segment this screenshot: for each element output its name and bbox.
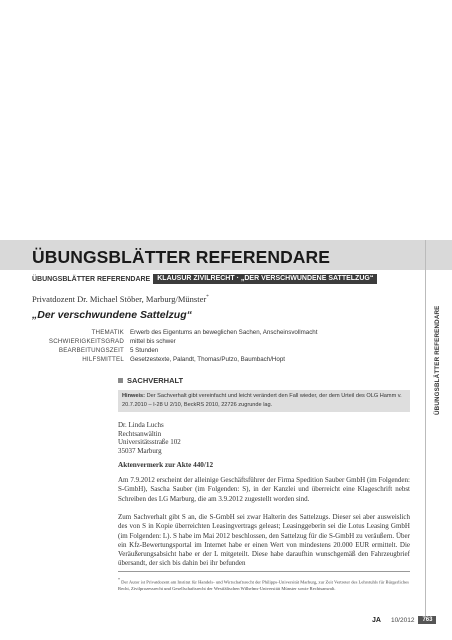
meta-row bbox=[32, 328, 342, 337]
footnote-divider bbox=[118, 571, 410, 572]
banner-title: ÜBUNGSBLÄTTER REFERENDARE bbox=[32, 247, 331, 267]
meta-key: BEARBEITUNGSZEIT bbox=[58, 347, 124, 354]
meta-value: Erwerb des Eigentums an beweglichen Sachen, Anscheinsvollmacht bbox=[130, 329, 318, 336]
journal-logo: JA bbox=[372, 616, 381, 624]
meta-value: mittel bis schwer bbox=[130, 338, 176, 345]
meta-key: SCHWIERIGKEITSGRAD bbox=[48, 338, 124, 345]
footnote-mark: * bbox=[118, 577, 120, 582]
hint-label: Hinweis: bbox=[122, 393, 146, 399]
author-line bbox=[32, 294, 209, 304]
section-heading bbox=[118, 376, 183, 385]
meta-table bbox=[32, 328, 342, 364]
page-footer bbox=[372, 616, 436, 624]
footnote-text: Der Autor ist Privatdozent am Institut für Handels- und Wirtschaftsrecht der Philipps-Universität Marburg, zur Zeit Vertreter des Lehrstuhls für Bürgerliches Recht, Zivilprozessrecht und Gesellschaftsrecht der Westfälischen Wilhelms-Universität Münster sowie Rechtsanwalt. bbox=[118, 579, 409, 591]
address-line: Universitätsstraße 102 bbox=[118, 438, 181, 446]
address-block bbox=[118, 421, 181, 455]
file-note-heading: Aktenvermerk zur Akte 440/12 bbox=[118, 461, 214, 469]
issue-number: 10/2012 bbox=[390, 616, 415, 624]
address-line: 35037 Marburg bbox=[118, 446, 162, 455]
address-line: Rechtsanwältin bbox=[118, 429, 162, 438]
rubric-right: KLAUSUR ZIVILRECHT · „DER VERSCHWUNDENE SATTELZUG“ bbox=[153, 274, 377, 284]
page-number: 763 bbox=[418, 616, 436, 624]
article-title: „Der verschwundene Sattelzug“ bbox=[32, 309, 192, 321]
section-title: SACHVERHALT bbox=[127, 376, 184, 385]
meta-row bbox=[32, 337, 342, 346]
meta-row bbox=[32, 355, 342, 364]
meta-value: 5 Stunden bbox=[130, 347, 159, 354]
meta-row bbox=[32, 346, 342, 355]
author-footnote-mark: * bbox=[206, 295, 209, 301]
rubric-line bbox=[32, 274, 377, 284]
body-paragraph: Am 7.9.2012 erscheint der alleinige Geschäftsführer der Firma Spedition Sauber GmbH (im Folgenden: S-GmbH), Sascha Sauber (im Folgenden: S), in der Kanzlei und überreicht eine Klageschrift nebst Schreiben des LG Marburg, die am 3.9.2012 zugestellt worden sind. bbox=[118, 476, 410, 503]
body-paragraph: Zum Sachverhalt gibt S an, die S-GmbH sei zwar Halterin des Sattelzugs. Dieser sei aber ausweislich des von S in Kopie überreichten Leasingvertrags geleast; Leasinggeberin sei die Lotus Leasing GmbH (im Folgenden: L). S habe im Mai 2012 beschlossen, den Sattelzug für die S-GmbH zu veräußern. Über ein Kfz-Bewertungsportal im Internet habe er einen Wert von mindestens 20.000 EUR ermittelt. Die Veräußerungsabsicht habe er der L mitgeteilt. Diese habe daraufhin wunschgemäß den Fahrzeugbrief übersandt, der sich bis dahin bei ihr befunden bbox=[118, 513, 410, 568]
footnote bbox=[118, 577, 410, 592]
author-name: Privatdozent Dr. Michael Stöber, Marburg/Münster bbox=[32, 294, 207, 304]
square-bullet-icon bbox=[118, 378, 123, 383]
section-banner bbox=[0, 240, 452, 270]
meta-value: Gesetzestexte, Palandt, Thomas/Putzo, Baumbach/Hopt bbox=[130, 356, 286, 363]
meta-key: HILFSMITTEL bbox=[82, 356, 124, 363]
hint-box bbox=[118, 390, 410, 412]
meta-key: THEMATIK bbox=[91, 329, 124, 336]
side-label: ÜBUNGSBLÄTTER REFERENDARE bbox=[434, 305, 441, 415]
rubric-left: ÜBUNGSBLÄTTER REFERENDARE bbox=[32, 275, 151, 283]
hint-text: Der Sachverhalt gibt vereinfacht und leicht verändert den Fall wieder, der dem Urteil des OLG Hamm v. 20.7.2010 – I-28 U 2/10, BeckRS 2010, 22726 zugrunde lag. bbox=[122, 393, 402, 408]
address-line: Dr. Linda Luchs bbox=[118, 421, 164, 429]
side-divider bbox=[425, 240, 426, 624]
